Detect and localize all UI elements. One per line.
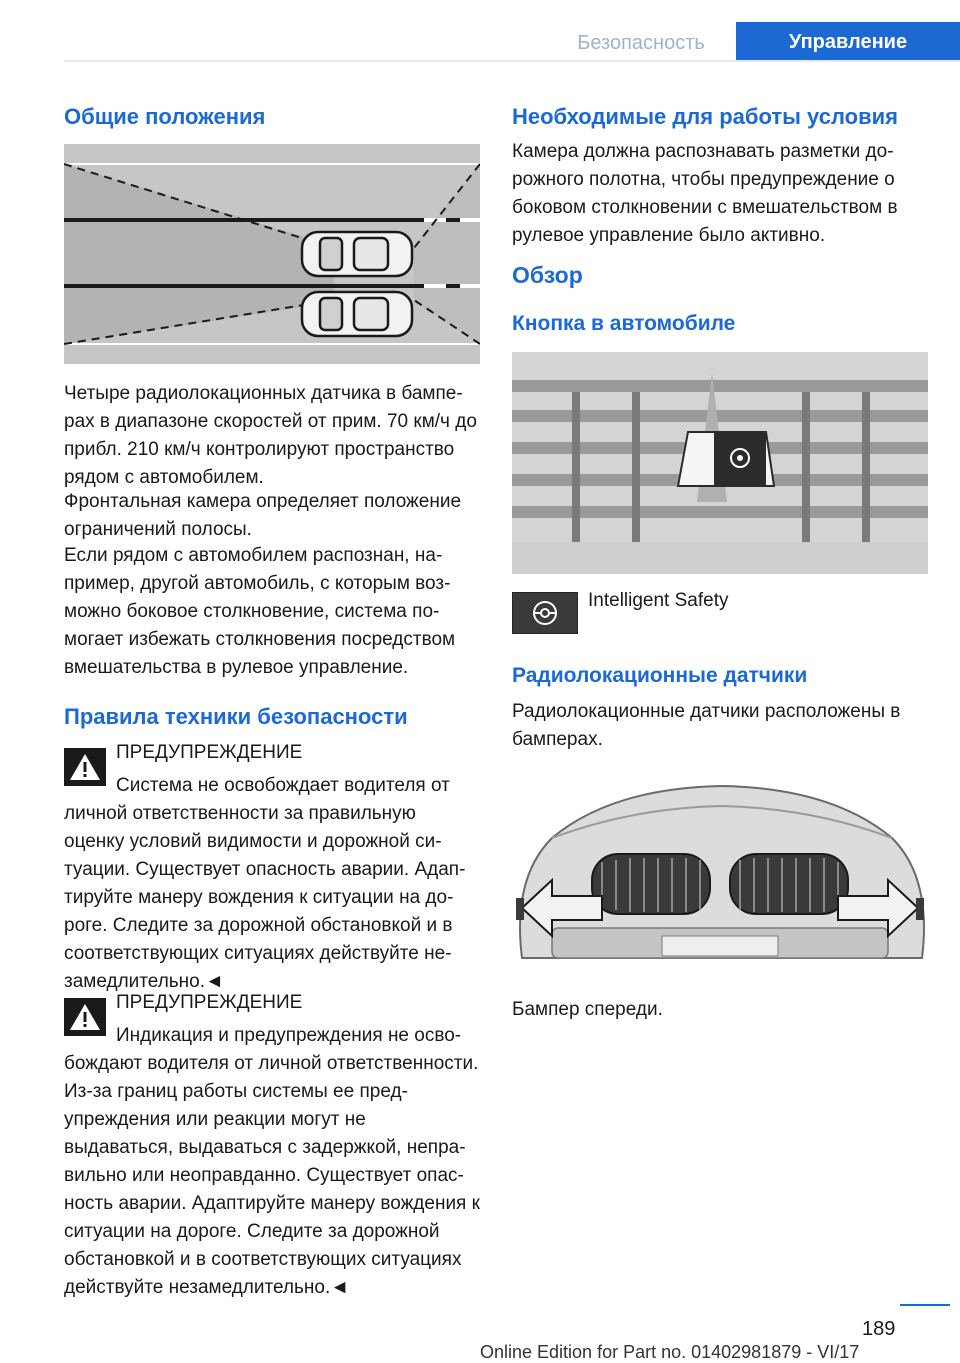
caption-front-bumper: Бампер спереди. (512, 999, 663, 1020)
section-title-general: Общие положения (64, 104, 266, 129)
paragraph-conditions: Камера должна распознавать разметки дорожного полотна, чтобы предупреждение о боковом столкновении с вмешательством в рулевое управление было активно. (512, 141, 898, 246)
paragraph-sensors: Четыре радиолокационных датчика в бамперах в диапазоне скоростей от прим. 70 км/ч до прибл. 210 км/ч контролируют пространство рядом с автомобилем. (64, 383, 477, 488)
tab-safety[interactable]: Безопасность (577, 31, 705, 54)
section-title-safety: Правила техники безопасности (64, 704, 408, 729)
header-divider (64, 60, 960, 62)
lane-illustration (64, 144, 480, 364)
page-number: 189 (862, 1318, 896, 1340)
grille-photo (512, 352, 928, 574)
warning-text: Индикация и предупреждения не освобождают водителя от личной ответственности. Из-за границ работы системы ее предупреждения или реакции могут не выдаваться, выдаваться с задержкой, неправильно или неоправданно. Существует опасность аварии. Адаптируйте манеру вождения к ситуации на дороге. Следите за дорожной обстановкой и в соответствующих ситуациях действуйте незамедлительно.◄ (64, 1025, 480, 1298)
warning-text: Система не освобождает водителя от личной ответственности за правильную оценку условий видимости и дорожной ситуации. Существует опасность аварии. Адаптируйте манеру вождения к ситуации на дороге. Следите за дорожной обстановкой и в соответствующих ситуациях действуйте незамедлительно.◄ (64, 775, 466, 992)
intelligent-safety-button-icon (512, 592, 578, 634)
section-title-conditions: Необходимые для работы условия (512, 104, 898, 129)
subsection-title-radar: Радиолокационные датчики (512, 664, 808, 687)
section-title-overview: Обзор (512, 262, 583, 288)
footer-accent-line (900, 1304, 950, 1306)
paragraph-camera: Фронтальная камера определяет положение ограничений полосы. (64, 491, 462, 540)
button-label: Intelligent Safety (588, 590, 729, 611)
car-upper (302, 232, 412, 276)
car-lower (302, 292, 412, 336)
lane-diagram (64, 144, 480, 364)
bumper-photo (512, 758, 928, 980)
paragraph-collision: Если рядом с автомобилем распознан, например, другой автомобиль, с которым возможно боковое столкновение, система помогает избежать столкновения посредством вмешательства в рулевое управление. (64, 545, 456, 678)
subsection-title-button: Кнопка в автомобиле (512, 312, 736, 335)
paragraph-radar: Радиолокационные датчики расположены в бамперах. (512, 701, 901, 750)
warning-title: ПРЕДУПРЕЖДЕНИЕ (116, 992, 303, 1013)
edition-note: Online Edition for Part no. 01402981879 - VI/17 (480, 1342, 860, 1362)
tab-controls[interactable]: Управление (736, 22, 960, 62)
warning-title: ПРЕДУПРЕЖДЕНИЕ (116, 742, 303, 763)
